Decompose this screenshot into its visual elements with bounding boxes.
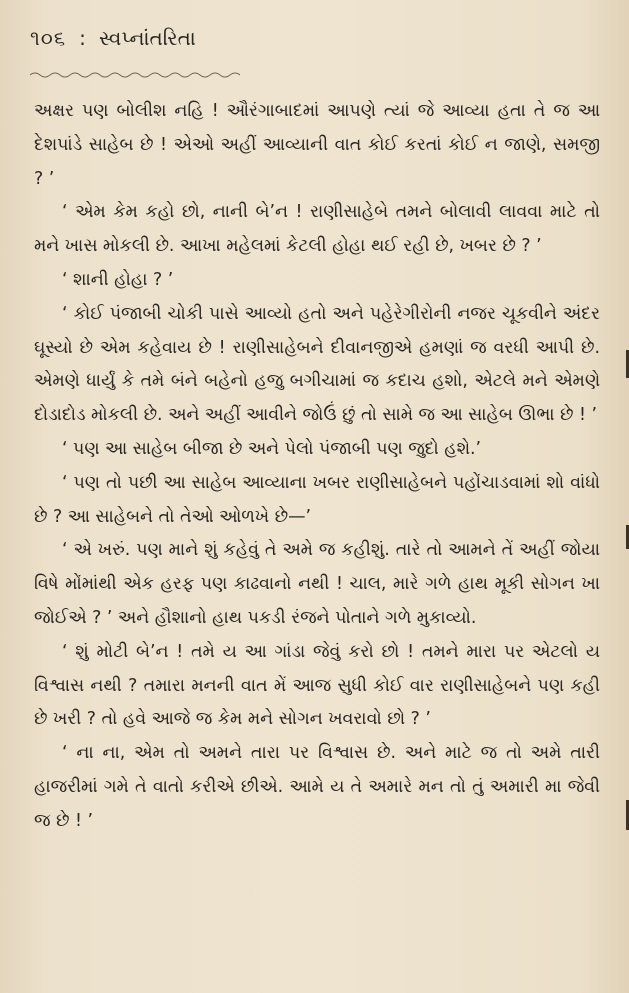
header-separator: :: [79, 26, 86, 50]
paragraph: ‘ શાની હોહા ? ’: [62, 269, 174, 290]
running-title: સ્વપ્નાંતરિતા: [98, 26, 196, 50]
running-header: [30, 26, 260, 86]
decorative-wavy-rule: [30, 70, 240, 80]
paragraph: ‘ એ ખરું. પણ માને શું કહેવું તે અમે જ કહીશું. તારે તો આમને તેં અહીં જોયા વિષે મોંમાંથી એક હરફ પણ કાઢવાનો નથી ! ચાલ, મારે ગળે હાથ મૂકી સોગન ખા જોઈએ ? ’ અને હૌશાનો હાથ પકડી રંજને પોતાને ગળે મુકાવ્યો.: [34, 540, 600, 628]
paragraph: ‘ ના ના, એમ તો અમને તારા પર વિશ્વાસ છે. અને માટે જ તો અમે તારી હાજરીમાં ગમે તે વાતો કરીએ છીએ. આમે ય તે અમારે મન તો તું અમારી મા જેવી જ છે ! ’: [34, 743, 600, 831]
page-number: ૧૦૬: [30, 26, 67, 50]
paragraph: ‘ પણ આ સાહેબ બીજા છે અને પેલો પંજાબી પણ જુદો હશે.’: [62, 438, 482, 459]
paragraph: ‘ શું મોટી બે’ન ! તમે ય આ ગાંડા જેવું કરો છો ! તમને મારા પર એટલો ય વિશ્વાસ નથી ? તમારા મનની વાત મેં આજ સુધી કોઈ વાર રાણીસાહેબને પણ કહી છે ખરી ? તો હવે આજે જ કેમ મને સોગન ખવરાવો છો ? ’: [34, 641, 600, 730]
paragraph: અક્ષર પણ બોલીશ નહિ ! ઔરંગાબાદમાં આપણે ત્યાં જે આવ્યા હતા તે જ આ દેશપાંડે સાહેબ છે ! એઓ અહીં આવ્યાની વાત કોઈ કરતાં કોઈ ન જાણે, સમજી ? ’: [34, 101, 600, 189]
paragraph: ‘ પણ તો પછી આ સાહેબ આવ્યાના ખબર રાણીસાહેબને પહોંચાડવામાં શો વાંધો છે ? આ સાહેબને તો તેઓ ઓળખે છે—’: [34, 472, 600, 527]
paragraph: ‘ કોઈ પંજાબી ચોકી પાસે આવ્યો હતો અને પહેરેગીરોની નજર ચૂકવીને અંદર ઘૂસ્યો છે એમ કહેવાય છે ! રાણીસાહેબને દીવાનજીએ હમણાં જ વરધી આપી છે. એમણે ધાર્યું કે તમે બંને બહેનો હજુ બગીચામાં જ કદાચ હશો, એટલે મને એમણે દોડાદોડ મોકલી છે. અને અહીં આવીને જોઉં છું તો સામે જ આ સાહેબ ઊભા છે ! ’: [34, 303, 600, 426]
paragraph: ‘ એમ કેમ કહો છો, નાની બે’ન ! રાણીસાહેબે તમને બોલાવી લાવવા માટે તો મને ખાસ મોકલી છે. આખા મહેલમાં કેટલી હોહા થઈ રહી છે, ખબર છે ? ’: [34, 202, 600, 257]
body-text: [34, 95, 600, 839]
